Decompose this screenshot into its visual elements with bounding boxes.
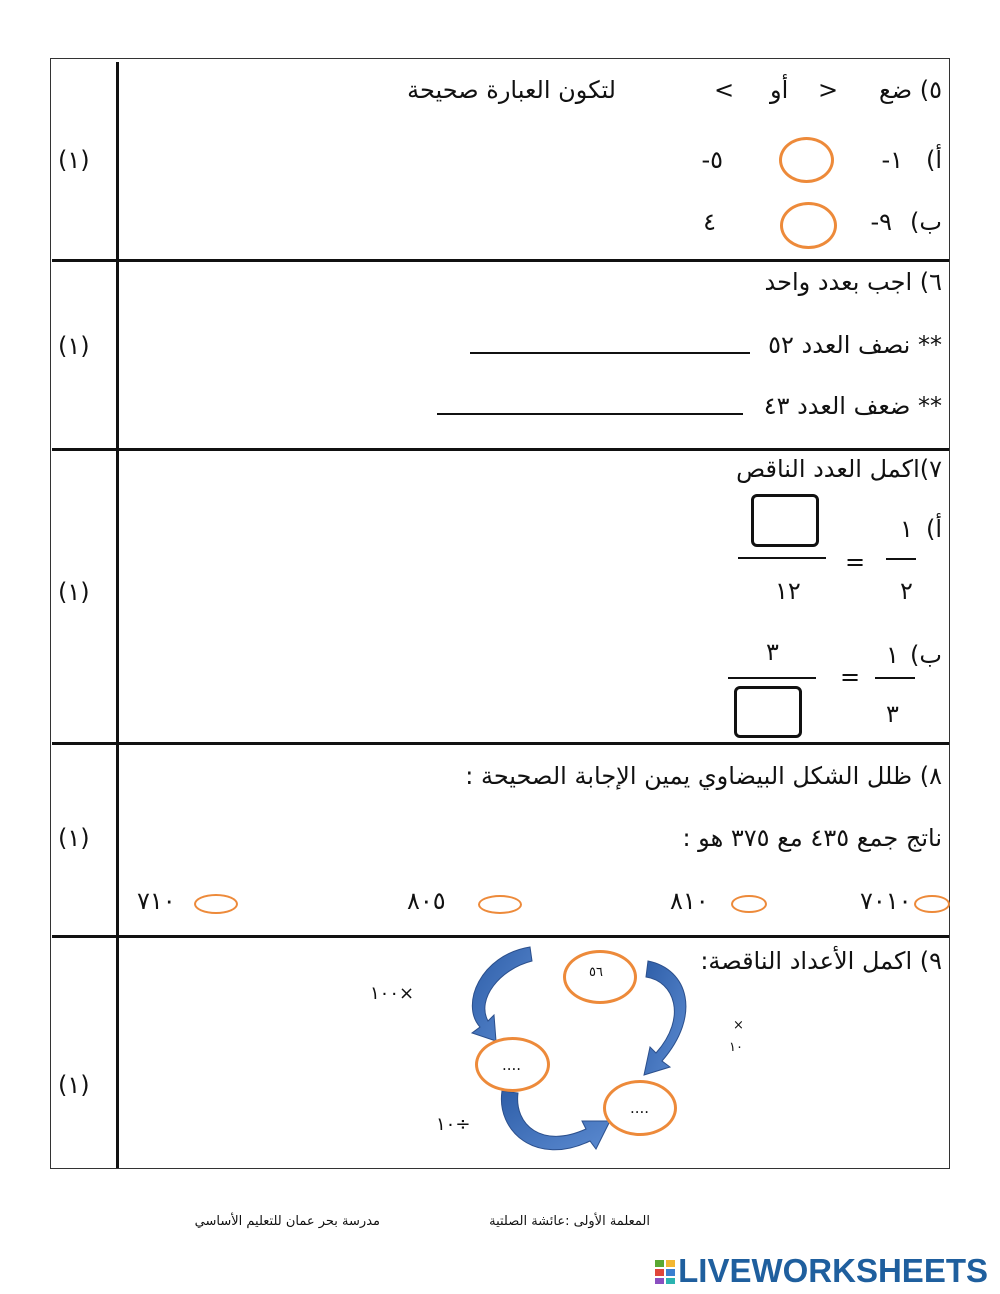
q7-b-numerator: ١ (886, 641, 899, 669)
liveworksheets-logo-text: LIVEWORKSHEETS (678, 1252, 988, 1289)
q7-a-right-fraction-bar (738, 557, 826, 559)
q7-a-missing-numerator-box[interactable] (751, 494, 819, 547)
arrow-right (644, 961, 686, 1075)
score-q6: (١) (58, 332, 90, 360)
q9-missing-2: .... (630, 1099, 650, 1117)
q8-option-3: ٨٠٥ (407, 887, 446, 915)
q9-op-divide-10: ١٠÷ (436, 1114, 471, 1135)
q8-option-2: ٨١٠ (670, 887, 709, 915)
q5-a-answer-oval[interactable] (779, 137, 834, 183)
q6-answer-line-1[interactable] (470, 352, 750, 354)
liveworksheets-logo-icon (655, 1260, 675, 1284)
q7-b-equals: = (840, 663, 861, 691)
row-divider (52, 742, 949, 745)
q7-b-fraction-bar (875, 677, 915, 679)
row-divider (52, 448, 949, 451)
q5-instruction: ٥) ضع (878, 76, 942, 104)
q8-title: ٨) ظلل الشكل البيضاوي يمين الإجابة الصحيحة : (465, 762, 942, 790)
q7-b-right-numerator: ٣ (766, 638, 779, 666)
q8-option-oval-2[interactable] (731, 895, 767, 913)
q5-b-answer-oval[interactable] (780, 202, 837, 249)
score-q9: (١) (58, 1071, 90, 1099)
q8-option-oval-4[interactable] (194, 894, 238, 914)
q7-title: ٧)اكمل العدد الناقص (736, 455, 942, 483)
score-q5: (١) (58, 146, 90, 174)
q9-op-multiply-10: ١٠ (729, 1040, 743, 1055)
liveworksheets-logo (655, 1252, 988, 1290)
footer-school: مدرسة بحر عمان للتعليم الأساسي (194, 1214, 380, 1229)
q8-option-oval-1[interactable] (914, 895, 950, 913)
q7-a-equals: = (845, 548, 866, 576)
q7-b-missing-denominator-box[interactable] (734, 686, 802, 738)
arrow-top-left (472, 947, 532, 1041)
q7-b-right-fraction-bar (728, 677, 816, 679)
q8-option-oval-3[interactable] (478, 895, 522, 914)
q6-item-double: ** ضعف العدد ٤٣ (763, 392, 942, 420)
score-q7: (١) (58, 578, 90, 606)
q5-b-left: -٩ (870, 208, 892, 236)
q5-a-label: أ) (925, 146, 942, 174)
q9-op-multiply-100: ١٠٠× (370, 983, 415, 1004)
q7-b-denominator: ٣ (886, 700, 899, 728)
q8-option-1: ٧٠١٠ (860, 887, 912, 915)
q6-title: ٦) اجب بعدد واحد (764, 268, 942, 296)
row-divider (52, 259, 949, 262)
q5-symbol-gt: > (818, 76, 839, 104)
arrow-bottom (501, 1091, 610, 1150)
q9-title: ٩) اكمل الأعداد الناقصة: (700, 947, 942, 975)
q7-a-numerator: ١ (900, 515, 913, 543)
q7-a-denominator: ٢ (900, 577, 913, 605)
q5-or: أو (770, 76, 789, 104)
q5-a-right: -٥ (701, 146, 723, 174)
q5-symbol-lt: < (714, 76, 735, 104)
q5-purpose: لتكون العبارة صحيحة (407, 76, 616, 104)
column-divider (116, 62, 119, 1168)
q9-missing-1: .... (502, 1056, 522, 1074)
q9-op-multiply-symbol: × (733, 1018, 744, 1033)
q7-a-label: أ) (925, 515, 942, 543)
footer-teacher: المعلمة الأولى :عائشة الصلتية (489, 1214, 650, 1229)
q5-b-label: ب) (910, 208, 942, 236)
q7-a-fraction-bar (886, 558, 916, 560)
q5-b-right: ٤ (703, 208, 716, 236)
q7-b-label: ب) (910, 641, 942, 669)
q8-question: ناتج جمع ٤٣٥ مع ٣٧٥ هو : (682, 824, 942, 852)
q9-start-number: ٥٦ (589, 965, 603, 980)
q6-answer-line-2[interactable] (437, 413, 743, 415)
q5-a-left: -١ (881, 146, 903, 174)
score-q8: (١) (58, 824, 90, 852)
q7-a-right-denominator: ١٢ (775, 577, 801, 605)
q6-item-half: ** نصف العدد ٥٢ (768, 331, 942, 359)
q8-option-4: ٧١٠ (137, 887, 176, 915)
